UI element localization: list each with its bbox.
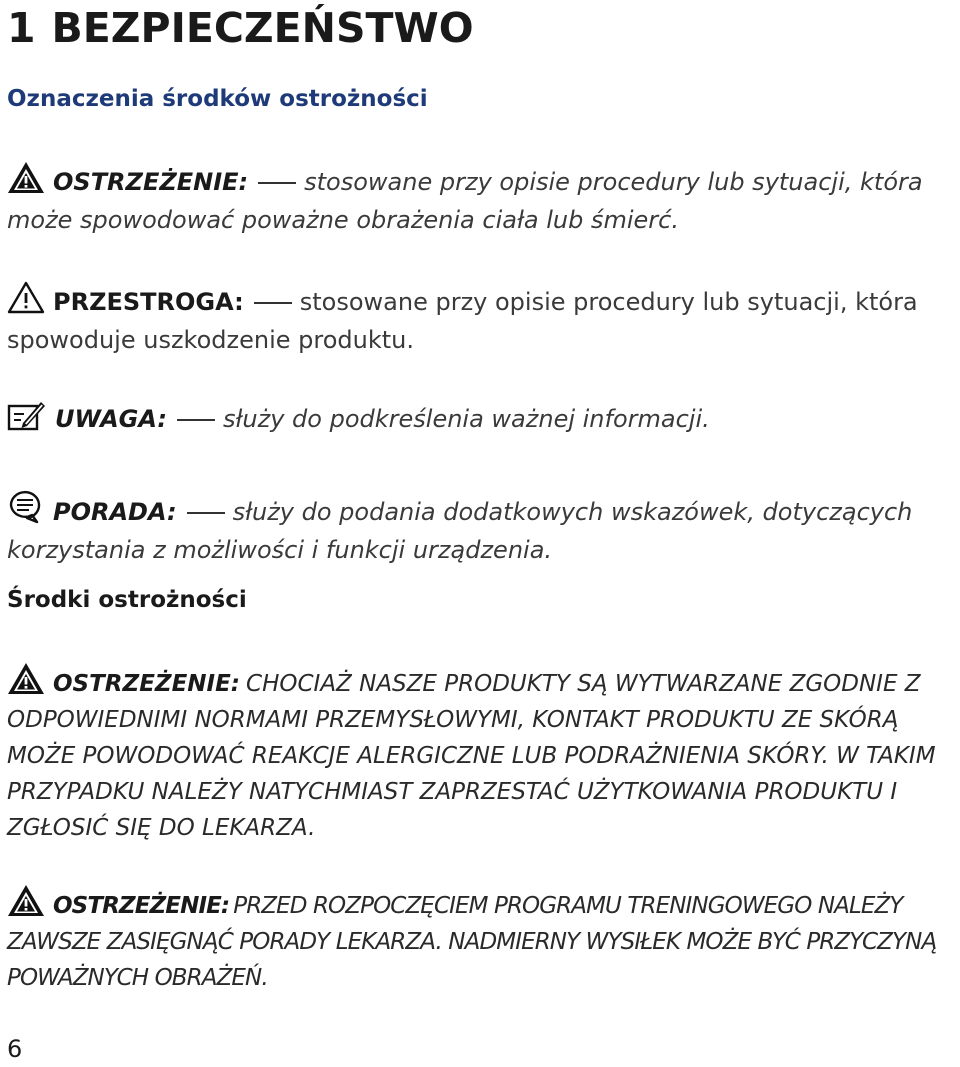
marking-caution-label: PRZESTROGA: xyxy=(53,288,244,316)
em-dash xyxy=(187,512,225,514)
precaution-warning-skin xyxy=(7,662,953,846)
warning-filled-icon xyxy=(7,662,45,695)
marking-warning-text: stosowane przy opisie procedury lub sytuacji, która może spowodować poważne obrażenia ciała lub śmierć. xyxy=(7,168,923,234)
warning-filled-icon xyxy=(7,161,45,194)
page-number: 6 xyxy=(7,1035,23,1063)
em-dash xyxy=(177,419,215,421)
marking-note-label: UWAGA: xyxy=(55,405,167,433)
tip-bubble-icon xyxy=(7,488,45,524)
chapter-number: 1 xyxy=(7,4,36,52)
precautions-heading: Środki ostrożności xyxy=(7,587,247,613)
warning-filled-icon xyxy=(7,884,45,917)
precaution-warning-doctor xyxy=(7,884,953,996)
markings-heading: Oznaczenia środków ostrożności xyxy=(7,86,428,112)
marking-tip-text: służy do podania dodatkowych wskazówek, dotyczących korzystania z możliwości i funkcji urządzenia. xyxy=(7,498,913,564)
marking-tip-label: PORADA: xyxy=(53,498,177,526)
chapter-title xyxy=(7,2,474,54)
em-dash xyxy=(254,302,292,304)
precaution-warning-skin-label: OSTRZEŻENIE: xyxy=(53,671,241,697)
em-dash xyxy=(258,182,296,184)
marking-warning xyxy=(7,161,953,239)
precaution-warning-skin-text: CHOCIAŻ NASZE PRODUKTY SĄ WYTWARZANE ZGODNIE Z ODPOWIEDNIMI NORMAMI PRZEMYSŁOWYMI, KONTAKT PRODUKTU ZE SKÓRĄ MOŻE POWODOWAĆ REAKCJE ALERGICZNE LUB PODRAŻNIENIA SKÓRY. W TAKIM PRZYPADKU NALEŻY NATYCHMIAST ZAPRZESTAĆ UŻYTKOWANIA PRODUKTU I ZGŁOSIĆ SIĘ DO LEKARZA. xyxy=(7,671,936,841)
caution-outline-icon xyxy=(7,281,45,314)
marking-warning-label: OSTRZEŻENIE: xyxy=(53,168,249,196)
marking-note-text: służy do podkreślenia ważnej informacji. xyxy=(223,405,710,433)
precaution-warning-doctor-text: PRZED ROZPOCZĘCIEM PROGRAMU TRENINGOWEGO NALEŻY ZAWSZE ZASIĘGNĄĆ PORADY LEKARZA. NADMIERNY WYSIŁEK MOŻE BYĆ PRZYCZYNĄ POWAŻNYCH OBRAŻEŃ. xyxy=(7,893,937,991)
marking-tip xyxy=(7,488,953,569)
marking-caution-text: stosowane przy opisie procedury lub sytuacji, która spowoduje uszkodzenie produktu. xyxy=(7,288,918,354)
marking-note xyxy=(7,399,953,438)
chapter-title-text: BEZPIECZEŃSTWO xyxy=(51,4,474,52)
marking-caution xyxy=(7,281,953,359)
note-pencil-icon xyxy=(7,399,47,431)
precaution-warning-doctor-label: OSTRZEŻENIE: xyxy=(53,893,230,919)
